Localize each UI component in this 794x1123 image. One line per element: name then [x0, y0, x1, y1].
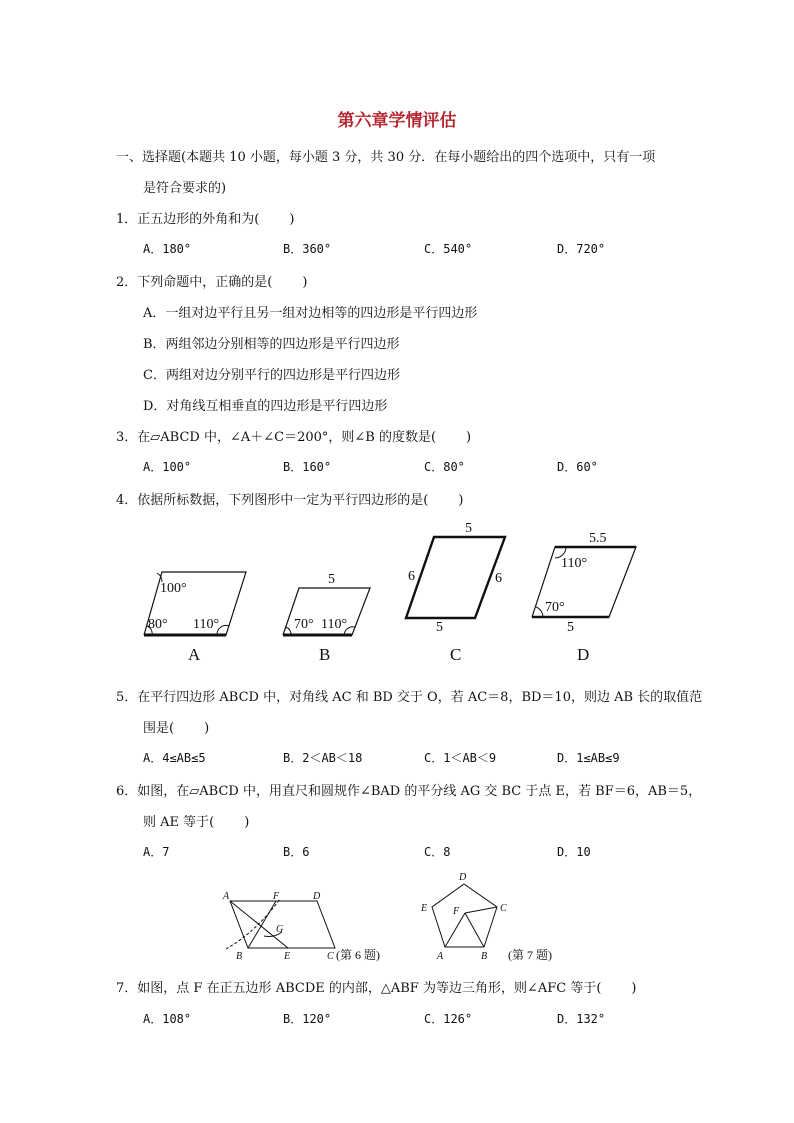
q6-stem: 6．如图，在▱ABCD 中，用直尺和圆规作∠BAD 的平分线 AG 交 BC 于点 E，若 BF＝6，AB＝5， — [116, 784, 702, 799]
q5-option-a: A．4≤AB≤5 — [143, 751, 206, 765]
q4a-angle-bl: 80° — [148, 617, 168, 632]
q5-option-b: B．2＜AB＜18 — [283, 751, 363, 765]
q6-option-c: C．8 — [424, 845, 451, 859]
fig6-label-e: E — [284, 951, 291, 962]
q4c-side-top: 5 — [465, 521, 472, 536]
q6-q7-figures — [0, 866, 794, 966]
q4-figures — [0, 520, 794, 664]
fig6-label-d: D — [313, 891, 321, 902]
fig7-label-a: A — [437, 951, 444, 962]
fig6-label-a: A — [223, 891, 230, 902]
q5-option-d: D．1≤AB≤9 — [557, 751, 620, 765]
q4b-angle-bl: 70° — [294, 617, 314, 632]
q4d-angle-bl: 70° — [545, 600, 565, 615]
figure-q6 — [222, 891, 380, 962]
section-heading-cont: 是符合要求的) — [143, 181, 227, 196]
fig7-label-e: E — [421, 903, 428, 914]
fig6-label-f: F — [273, 891, 280, 902]
q5-option-c: C．1＜AB＜9 — [424, 751, 497, 765]
q4-figure-c — [406, 521, 505, 664]
q4d-angle-tl: 110° — [561, 556, 588, 571]
q3-option-c: C．80° — [424, 460, 465, 474]
fig6-label-g: G — [276, 924, 284, 935]
fig7-label-f: F — [453, 906, 460, 917]
q4a-angle-br: 110° — [193, 617, 220, 632]
q4c-label: C — [450, 645, 462, 664]
q2-stem: 2．下列命题中，正确的是( ) — [116, 275, 308, 290]
q7-option-d: D．132° — [557, 1012, 606, 1026]
q4-stem: 4．依据所标数据，下列图形中一定为平行四边形的是( ) — [116, 493, 464, 508]
q7-option-a: A．108° — [143, 1012, 192, 1026]
q4b-label: B — [319, 645, 331, 664]
fig6-caption: (第 6 题) — [336, 948, 380, 962]
q3-option-b: B．160° — [283, 460, 332, 474]
q4d-side-bottom: 5 — [567, 620, 574, 635]
q5-stem: 5．在平行四边形 ABCD 中，对角线 AC 和 BD 交于 O，若 AC＝8，BD＝10，则边 AB 长的取值范 — [116, 690, 703, 705]
q4c-side-right: 6 — [495, 571, 502, 586]
q6-option-a: A．7 — [143, 845, 170, 859]
q4c-side-left: 6 — [408, 569, 415, 584]
q4-figure-d — [532, 531, 636, 664]
q4d-label: D — [577, 645, 590, 664]
q1-stem: 1．正五边形的外角和为( ) — [116, 212, 295, 227]
q1-option-b: B．360° — [283, 242, 332, 256]
q7-stem: 7．如图，点 F 在正五边形 ABCDE 的内部，△ABF 为等边三角形，则∠AFC 等于( ) — [116, 981, 637, 996]
q2-option-d: D．对角线互相垂直的四边形是平行四边形 — [143, 399, 388, 414]
fig7-label-b: B — [481, 951, 488, 962]
q4d-side-top: 5.5 — [589, 531, 607, 546]
fig7-label-c: C — [500, 903, 507, 914]
q1-option-d: D．720° — [557, 242, 606, 256]
q4c-side-bottom: 5 — [436, 620, 443, 635]
q4a-label: A — [188, 645, 201, 664]
q7-option-c: C．126° — [424, 1012, 473, 1026]
q2-option-b: B．两组邻边分别相等的四边形是平行四边形 — [143, 337, 400, 352]
section-heading: 一、选择题(本题共 10 小题，每小题 3 分，共 30 分．在每小题给出的四个选项中，只有一项 — [116, 150, 656, 165]
q3-stem: 3．在▱ABCD 中，∠A＋∠C＝200°，则∠B 的度数是( ) — [116, 430, 472, 445]
q4b-side-top: 5 — [328, 572, 335, 587]
q6-option-b: B．6 — [283, 845, 310, 859]
q3-option-a: A．100° — [143, 460, 192, 474]
q5-stem-cont: 围是( ) — [143, 721, 210, 736]
q1-option-a: A．180° — [143, 242, 192, 256]
q4-figure-b — [283, 572, 370, 664]
q4b-angle-br: 110° — [321, 617, 348, 632]
q7-option-b: B．120° — [283, 1012, 332, 1026]
fig6-label-b: B — [236, 951, 243, 962]
q3-option-d: D．60° — [557, 460, 598, 474]
q6-option-d: D．10 — [557, 845, 591, 859]
q2-option-a: A．一组对边平行且另一组对边相等的四边形是平行四边形 — [143, 306, 478, 321]
page-title: 第六章学情评估 — [337, 111, 457, 131]
fig7-caption: (第 7 题) — [508, 948, 552, 962]
fig7-label-d: D — [459, 872, 467, 883]
q4-figure-a — [144, 572, 246, 664]
q6-stem-cont: 则 AE 等于( ) — [143, 815, 250, 830]
fig6-label-c: C — [327, 951, 334, 962]
q2-option-c: C．两组对边分别平行的四边形是平行四边形 — [143, 368, 400, 383]
q4a-angle-top: 100° — [160, 581, 187, 596]
figure-q7 — [420, 872, 552, 962]
q1-option-c: C．540° — [424, 242, 473, 256]
